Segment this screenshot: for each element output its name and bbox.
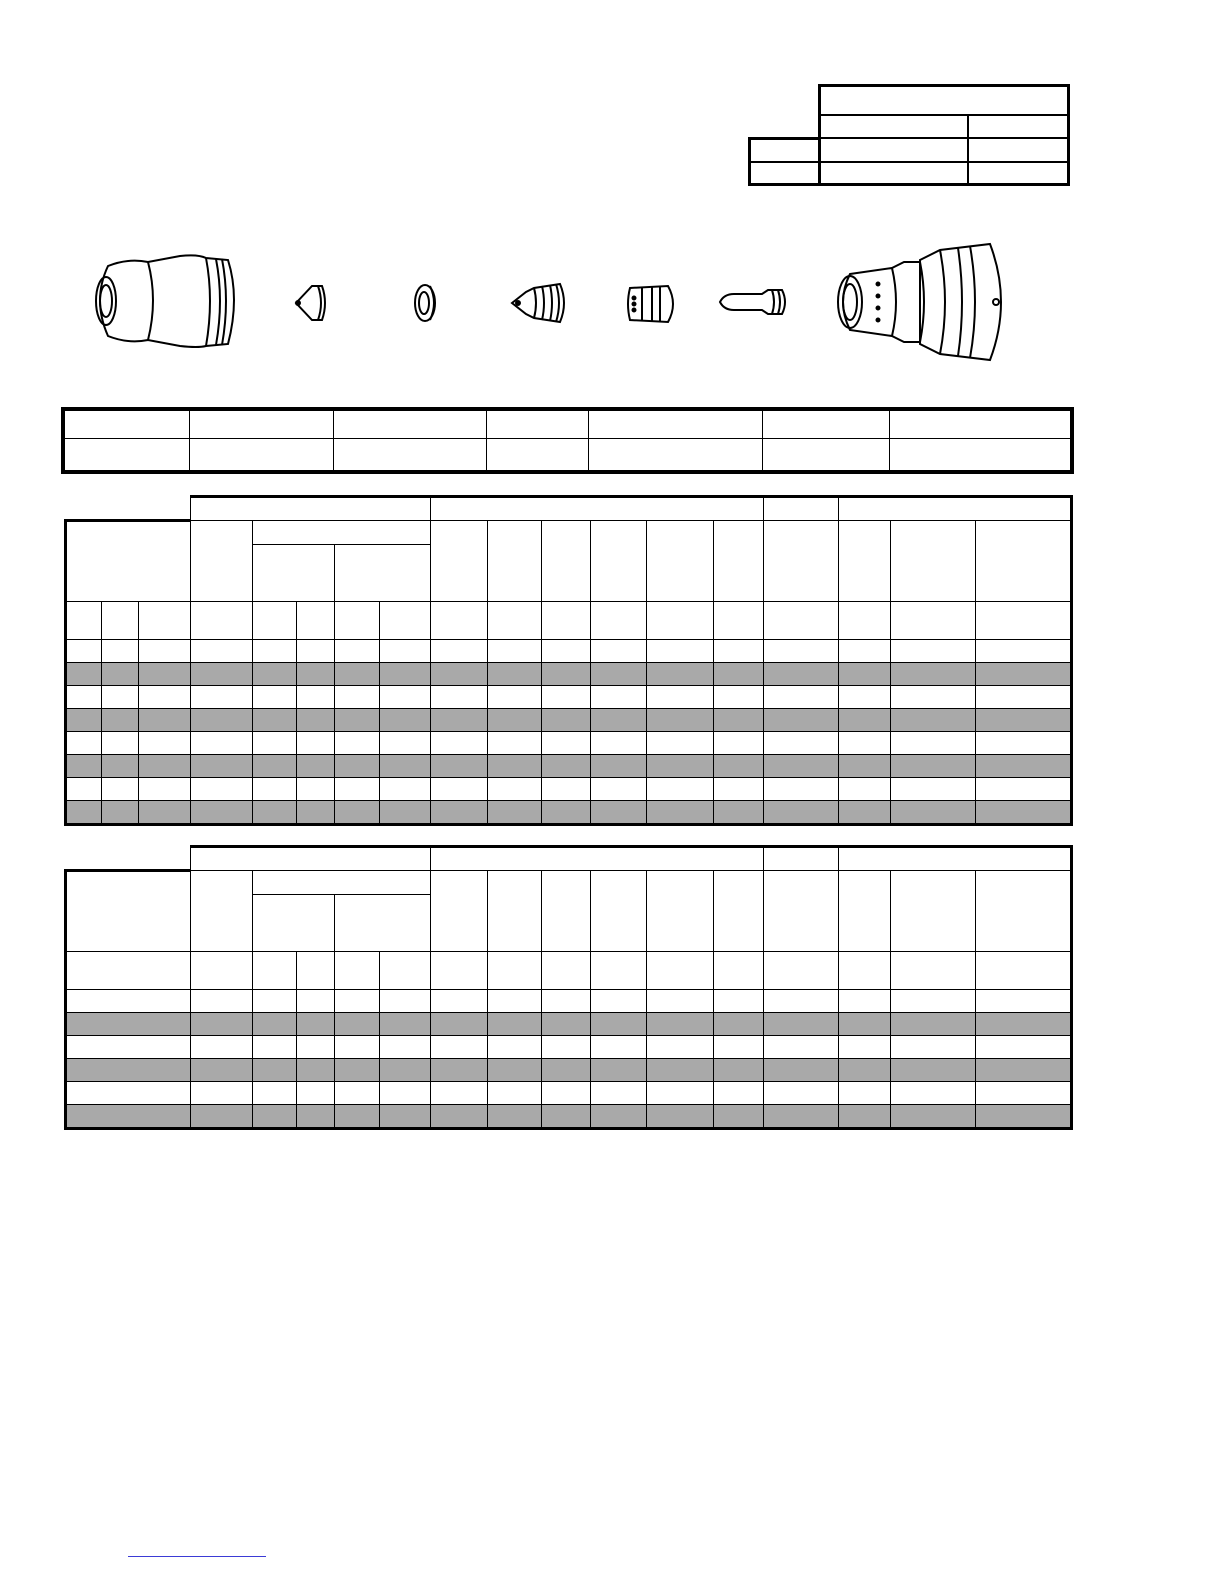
footer-link-underline[interactable]	[128, 1556, 266, 1557]
table-row	[66, 990, 1072, 1013]
table-row	[66, 663, 1072, 686]
nozzle-icon	[508, 278, 570, 328]
table-row	[66, 1059, 1072, 1082]
table-row	[66, 732, 1072, 755]
table-row	[66, 1013, 1072, 1036]
torch-body-icon	[830, 240, 1012, 364]
table-row	[66, 801, 1072, 825]
table-row	[66, 755, 1072, 778]
table-row	[66, 1082, 1072, 1105]
table-row	[66, 709, 1072, 732]
swirl-ring-icon	[624, 282, 680, 326]
shield-icon	[292, 282, 330, 324]
table-row	[66, 778, 1072, 801]
shield-cap-icon	[88, 248, 244, 354]
electrode-icon	[716, 284, 790, 320]
table-row	[66, 1036, 1072, 1059]
part-number-table	[64, 410, 1071, 471]
table-row	[66, 640, 1072, 663]
table-row	[66, 686, 1072, 709]
retaining-ring-icon	[410, 282, 440, 324]
table-row	[66, 1105, 1072, 1129]
